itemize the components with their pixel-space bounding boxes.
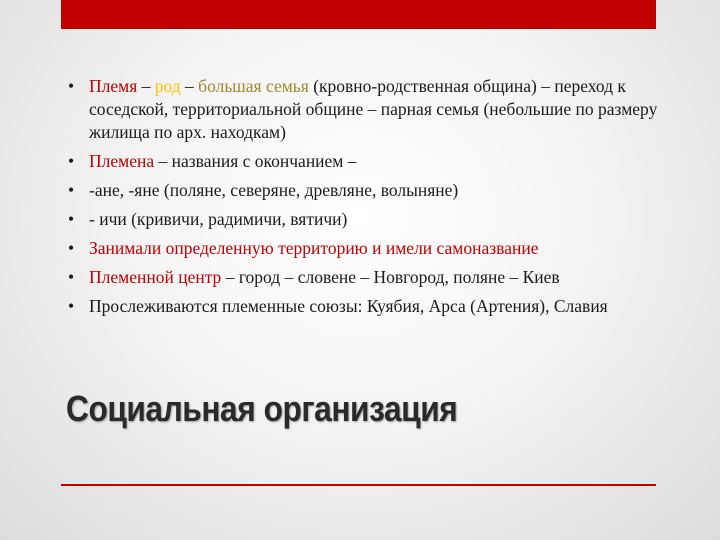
bullet-dot: • (68, 238, 75, 258)
bullet-text-segment: большая семья (198, 76, 309, 96)
bullet-dot: • (68, 151, 75, 171)
bullet-text-segment: Племенной центр (89, 267, 222, 287)
bullet-text-segment: – (137, 76, 155, 96)
bullet-dot: • (68, 296, 75, 316)
slide-title: Социальная организация (66, 388, 458, 429)
bullet-text-segment: – названия с окончанием – (154, 151, 357, 171)
bullet-text-segment: – город – словене – Новгород, поляне – Киев (221, 267, 560, 287)
bullet-item (68, 75, 668, 144)
bullet-dot: • (68, 209, 75, 229)
bullet-text-segment: – (180, 76, 199, 96)
bullet-item (68, 237, 668, 260)
bullet-text-segment: -ане, -яне (поляне, северяне, древляне, волыняне) (89, 180, 459, 200)
bullet-text-segment: (кровно-родственная община) – переход к соседской, территориальной общине – парная семья (небольшие по размеру жилища по арх. находкам) (89, 76, 658, 142)
bullet-item (68, 208, 668, 231)
title-underline (61, 484, 656, 486)
bullet-dot: • (68, 76, 75, 96)
bullet-text-segment: - ичи (кривичи, радимичи, вятичи) (89, 209, 348, 229)
bullet-text-segment: Прослеживаются племенные союзы: Куябия, Арса (Артения), Славия (89, 296, 608, 316)
bullet-item (68, 295, 668, 318)
bullet-text-segment: Племя (89, 76, 138, 96)
bullet-text-segment: род (154, 76, 181, 96)
bullet-list (68, 75, 668, 324)
bullet-item (68, 179, 668, 202)
bullet-item (68, 150, 668, 173)
bullet-dot: • (68, 180, 75, 200)
bullet-text-segment: Племена (89, 151, 155, 171)
bullet-text-segment: Занимали определенную территорию и имели самоназвание (89, 238, 539, 258)
top-accent-bar (61, 0, 656, 29)
bullet-dot: • (68, 267, 75, 287)
bullet-item (68, 266, 668, 289)
